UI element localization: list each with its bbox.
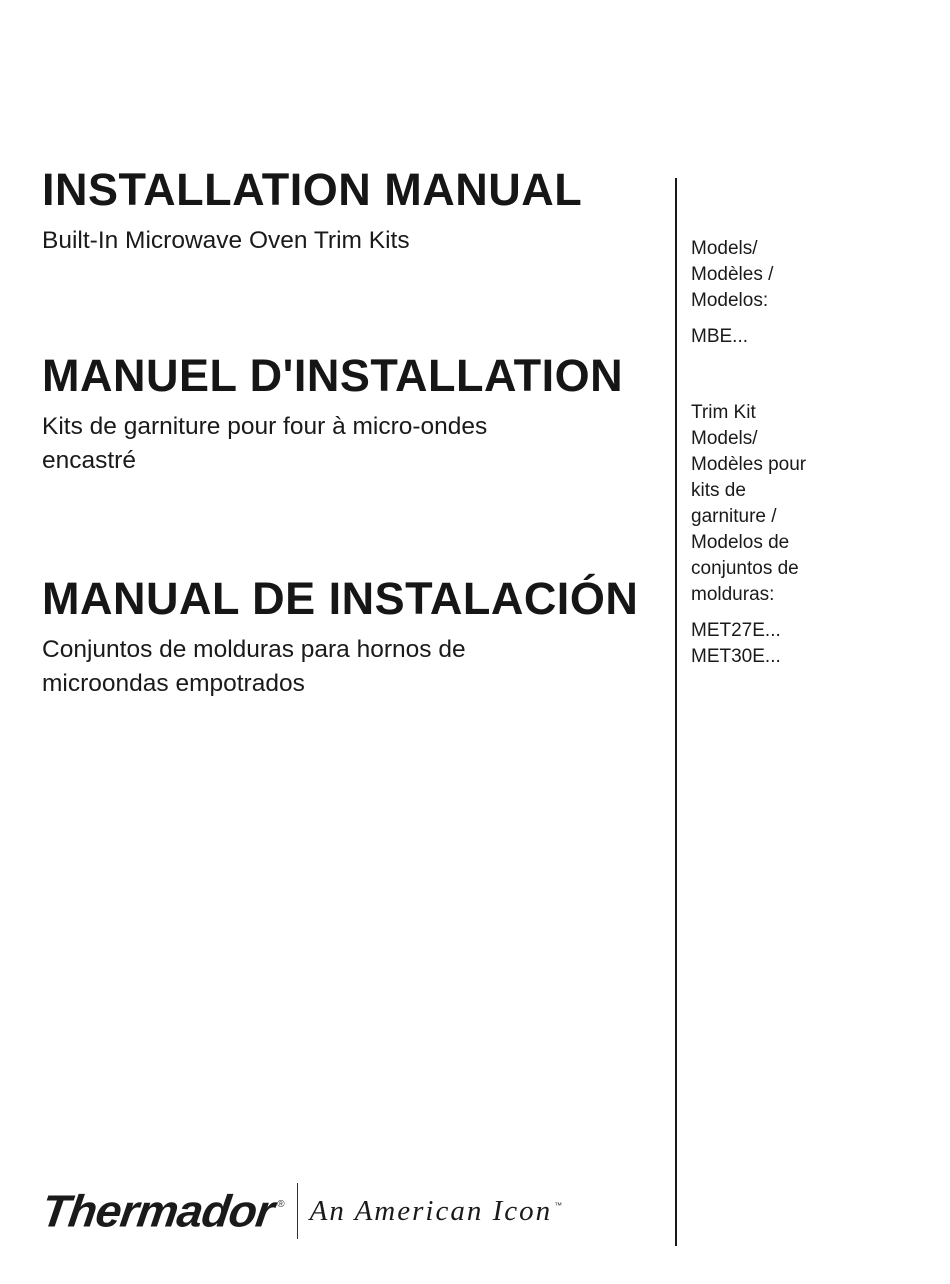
trim-kit-model-number: MET30E... [691, 646, 781, 667]
thermador-logo: Thermador [38, 1185, 277, 1237]
section-english [42, 164, 672, 258]
subtitle-spanish [42, 633, 672, 701]
brand-footer [38, 1176, 563, 1246]
trim-label-line: Modelos de [691, 532, 790, 553]
subtitle-spanish-line-2: microondas empotrados [42, 670, 305, 697]
trim-kit-model-list [691, 618, 931, 670]
trim-label-line: Models/ [691, 428, 758, 449]
models-label-line: Models/ [691, 238, 758, 259]
trademark-mark: ™ [554, 1200, 563, 1210]
trim-label-line: molduras: [691, 584, 775, 605]
trim-kit-model-number: MET27E... [691, 620, 781, 641]
section-french [42, 350, 672, 478]
section-spanish [42, 573, 672, 701]
subtitle-french-line-1: Kits de garniture pour four à micro-ondes [42, 413, 488, 440]
models-label [691, 236, 931, 314]
trim-label-line: conjuntos de [691, 558, 799, 579]
trim-kit-label [691, 400, 931, 608]
subtitle-spanish-line-1: Conjuntos de molduras para hornos de [42, 636, 466, 663]
title-french: MANUEL D'INSTALLATION [42, 350, 624, 401]
subtitle-french-line-2: encastré [42, 447, 136, 474]
model-number: MBE... [691, 326, 749, 347]
title-spanish: MANUAL DE INSTALACIÓN [42, 573, 639, 624]
registered-mark: ® [277, 1198, 285, 1210]
models-sidebar [691, 236, 931, 670]
trim-label-line: garniture / [691, 506, 777, 527]
title-english: INSTALLATION MANUAL [42, 164, 583, 215]
subtitle-french [42, 410, 672, 478]
models-label-line: Modèles / [691, 264, 774, 285]
trim-label-line: Modèles pour [691, 454, 807, 475]
models-value-list [691, 324, 931, 350]
subtitle-english: Built-In Microwave Oven Trim Kits [42, 227, 410, 254]
trim-label-line: kits de [691, 480, 746, 501]
trim-label-line: Trim Kit [691, 402, 756, 423]
vertical-divider [675, 178, 677, 1246]
models-label-line: Modelos: [691, 290, 769, 311]
brand-divider [297, 1183, 298, 1239]
brand-tagline: An American Icon [309, 1194, 553, 1227]
